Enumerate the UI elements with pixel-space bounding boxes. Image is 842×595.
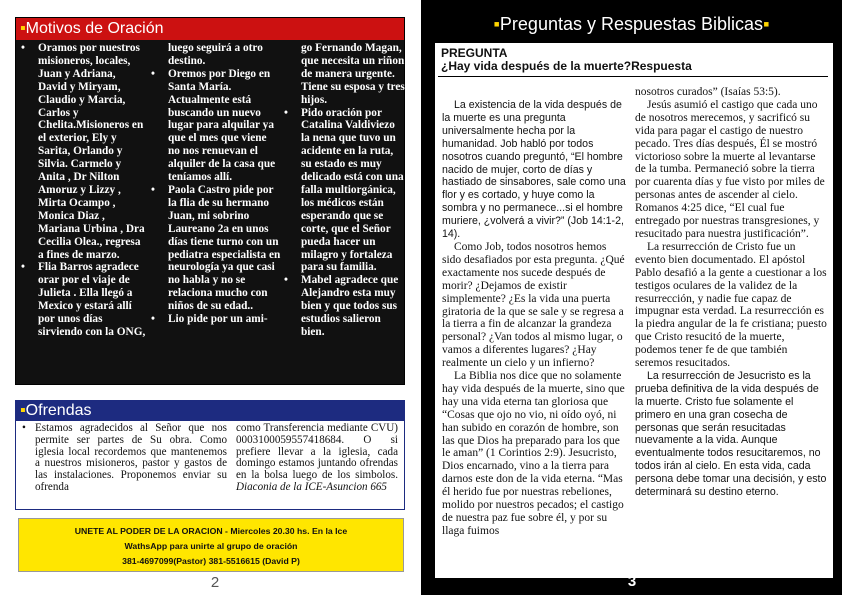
question-text: ¿Hay vida después de la muerte?Respuesta bbox=[441, 59, 692, 73]
question-divider bbox=[438, 76, 828, 77]
answer-paragraph: nosotros curados” (Isaías 53:5). bbox=[635, 86, 781, 98]
prayer-item: • Oremos por Diego en Santa María. Actualmente está buscando un nuevo lugar para alquilar ya que el mes que viene no nos renuevan el alquiler de la casa que teníamos allí. bbox=[148, 68, 281, 184]
bullet-icon: ▪ bbox=[493, 14, 500, 34]
prayer-columns bbox=[16, 42, 404, 384]
prayer-item: • Paola Castro pide por la flia de su hermano Juan, mi sobrino Laureano 2a en unos días tiene turno con un pediatra especialista en neurología ya que casi no habla y no se relaciona mucho con niños de su edad.. bbox=[148, 184, 281, 313]
prayer-item: • Flia Barros agradece orar por el viaje de Julieta . Ella llegó a Mexico y estará allí por unos días sirviendo con la ONG, bbox=[18, 261, 146, 338]
answer-paragraph: La resurrección de Cristo fue un evento bien documentado. El apóstol Pablo desafió a la gente a cuestionar a los testigos oculares de la validez de la resurrección, y nadie fue capaz de impugnar esta verdad. La resurrección es la piedra angular de la fe cristiana; puesto que Cristo resucitó de la muerte, podemos tener fe de que también seremos resucitados. bbox=[635, 240, 827, 370]
question-label: PREGUNTA bbox=[441, 46, 508, 60]
right-page bbox=[421, 0, 842, 595]
prayer-item: • Mabel agradece que Alejandro esta muy bien y que todos sus estudios salieron bien. bbox=[281, 274, 405, 339]
offerings-title-bar bbox=[16, 401, 404, 421]
bullet-icon: ▪ bbox=[20, 402, 26, 419]
answer-column-2 bbox=[635, 86, 827, 499]
offerings-title: Ofrendas bbox=[25, 402, 92, 419]
offerings-text-2-body: como Transferencia mediante CVU) 0003100059557418684. O si prefiere llevar a la iglesia, cada domingo estamos juntando ofrendas en la bolsa luego de los simbolos. bbox=[236, 422, 398, 482]
prayer-requests-box bbox=[15, 17, 405, 385]
offerings-signature: Diaconia de la ICE-Asuncion 665 bbox=[236, 480, 387, 493]
answer-column-1 bbox=[442, 99, 628, 538]
offerings-text-1: • Estamos agradecidos al Señor que nos permite ser partes de Su obra. Como iglesia local recordemos que mantenemos a nuestros misioneros, pastor y gastos de las instalaciones. Proponemos enviar su ofrenda bbox=[22, 423, 227, 494]
prayer-item: go Fernando Magan, que necesita un riñon de manera urgente. Tiene su esposa y tres hijos. bbox=[301, 42, 405, 106]
banner-line-3: 381-4697099(Pastor) 381-5516615 (David P) bbox=[122, 556, 300, 566]
page-number-left: 2 bbox=[210, 574, 220, 591]
prayer-column-2 bbox=[148, 42, 281, 326]
question-header bbox=[441, 47, 827, 73]
qa-content-panel bbox=[435, 43, 833, 578]
bullet-icon: ▪ bbox=[763, 14, 770, 34]
prayer-item: • Oramos por nuestros misioneros, locales, Juan y Adriana, David y Miryam, Claudio y Marcia, Carlos y Chelita.Misioneros en el exterior, Ely y Sarita, Orlando y Silvia. Carmelo y Anita , Dr Nilton Amoruz y Lizzy , Mirta Ocampo , Monica Diaz , Mariana Urbina , Dra Cecilia Olea., regresa a fines de marzo. bbox=[18, 42, 146, 261]
page-number-right: 3 bbox=[627, 573, 637, 590]
answer-paragraph: Como Job, todos nosotros hemos sido desafiados por esta pregunta. ¿Qué exactamente nos sucede después de morir? ¿Dejamos de existir simplemente? ¿Es la vida una puerta giratoria de la que se sale y se regresa a la tierra a fin de alcanzar la grandeza personal? ¿Van todos al mismo lugar, o vamos a diferentes lugares? ¿Hay realmente un cielo y un infierno? bbox=[442, 240, 625, 370]
prayer-column-1 bbox=[18, 42, 146, 339]
bullet-icon: ▪ bbox=[20, 20, 26, 37]
answer-paragraph: La existencia de la vida después de la muerte es una pregunta universalmente hecha por la humanidad. Job habló por todos nosotros cuando preguntó, “El hombre nacido de mujer, corto de días y hastiado de sinsabores, sale como una flor y es cortado, y huye como la sombra y no permanece...si el hombre muriere, ¿volverá a vivir?” (Job 14:1-2, 14). bbox=[442, 99, 626, 241]
prayer-item: luego seguirá a otro destino. bbox=[168, 42, 263, 67]
banner-line-1: UNETE AL PODER DE LA ORACION - Miercoles 20.30 hs. En la Ice bbox=[74, 526, 348, 536]
answer-paragraph: La resurrección de Jesucristo es la prueba definitiva de la vida después de la muerte. Cristo fue solamente el primero en una gran cosecha de personas que serán resucitadas nuevamente a la vida. Aunque eventualmente todos resucitaremos, no todos irán al cielo. En esta vida, cada persona debe tomar una decisión, y esto determinará su destino eterno. bbox=[635, 369, 827, 499]
answer-paragraph: Jesús asumió el castigo que cada uno de nosotros merecemos, y sacrificó su vida para pagar el castigo de nuestro pecado. Tres días después, Él se mostró victorioso sobre la muerte al levantarse de la tumba. Permaneció sobre la tierra por cuarenta días y fue visto por miles de personas antes de ascender al cielo. Romanos 4:25 dice, “El cual fue entregado por nuestras transgresiones, y resucitado para nuestra justificación”. bbox=[635, 98, 825, 240]
offerings-box bbox=[15, 400, 405, 510]
prayer-title-bar bbox=[16, 18, 404, 40]
prayer-column-3 bbox=[281, 42, 405, 339]
offerings-text-2 bbox=[236, 423, 398, 494]
prayer-title: Motivos de Oración bbox=[25, 20, 164, 37]
answer-paragraph: La Biblia nos dice que no solamente hay vida después de la muerte, sino que hay una vida eterna tan gloriosa que “Cosas que ojo no vio, ni oído oyó, ni han subido en corazón de hombre, son las que Dios ha preparado para los que le aman” (1 Corintios 2:9). Jesucristo, Dios encarnado, vino a la tierra para darnos este don de la vida eterna. “Mas él herido fue por nuestras rebeliones, molido por nuestros pecados; el castigo de nuestra paz fue sobre él, y por su llaga fuimos bbox=[442, 370, 625, 537]
qa-title-text: Preguntas y Respuestas Biblicas bbox=[499, 14, 764, 34]
prayer-item: • Lio pide por un ami- bbox=[148, 313, 281, 326]
banner-line-2: WathsApp para unirte al grupo de oración bbox=[124, 541, 298, 551]
qa-title bbox=[421, 14, 842, 35]
prayer-item: • Pido oración por Catalina Valdiviezo la nena que tuvo un acidente en la ruta, su estado es muy delicado está con una falla multiorgánica, los médicos están esperando que se corte, que el Señor pueda hacer un milagro y fortaleza para su familia. bbox=[281, 107, 405, 275]
prayer-meeting-banner bbox=[18, 518, 404, 572]
